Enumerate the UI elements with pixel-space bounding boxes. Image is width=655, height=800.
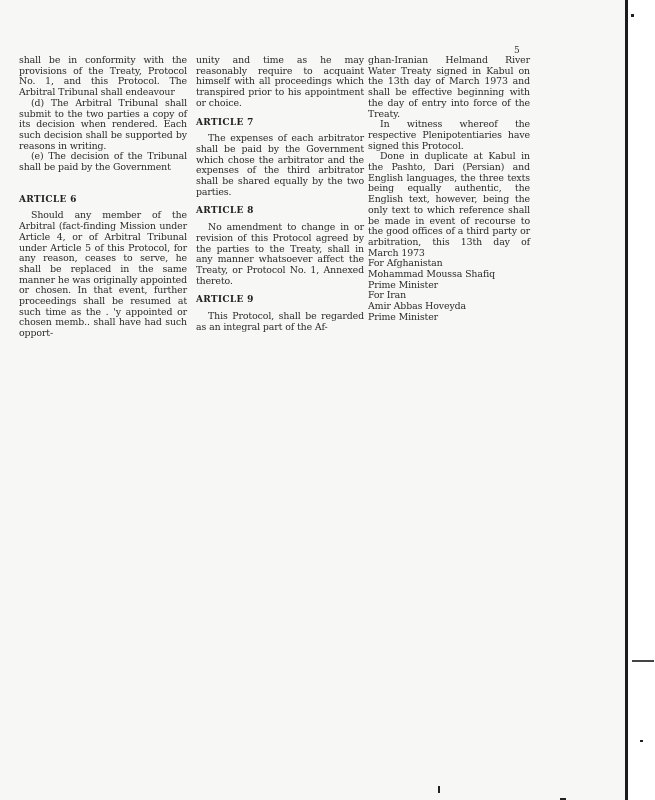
page-number: 5: [514, 46, 520, 56]
scan-speck: [438, 786, 440, 793]
article-7-heading: ARTICLE 7: [196, 117, 254, 128]
article-6-heading: ARTICLE 6: [19, 194, 77, 205]
paragraph: ghan-Iranian Helmand River Water Treaty signed in Kabul on the 13th day of March 1973 and shall be effective beginning with the day of entry into force of the Treaty.: [368, 55, 530, 120]
paragraph: Should any member of the Arbitral (fact-finding Mission under Article 4, or of Arbitral Tribunal under Article 5 of this Protocol, for any reason, ceases to serve, he shall be replaced in the same manner he was originally appointed or chosen. In that event, further proceedings shall be resumed at such time as the . 'y appointed or chosen memb.. shall have had such opport-: [19, 210, 187, 340]
text-column-1: [19, 56, 187, 340]
margin-scan-mark: [632, 660, 654, 662]
margin-scan-mark: [640, 740, 643, 742]
iran-signatory-title: Prime Minister: [368, 311, 439, 323]
text-column-2: [196, 56, 364, 333]
article-9-heading: ARTICLE 9: [196, 295, 254, 306]
margin-scan-mark: [631, 14, 634, 17]
paragraph: shall be in conformity with the provisions of the Treaty, Protocol No. 1, and this Protocol. The Arbitral Tribunal shall endeavour: [19, 55, 187, 99]
text-column-3: [368, 56, 530, 324]
paragraph: (e) The decision of the Tribunal shall be paid by the Government: [19, 151, 187, 174]
iran-signatory-name: Amir Abbas Hoveyda: [368, 301, 467, 313]
paragraph: Done in duplicate at Kabul in the Pashto, Dari (Persian) and English languages, the three texts being equally authentic, the English text, however, being the only text to which reference shall be made in event of recourse to the good offices of a third party or arbitration, this 13th day of March 1973: [368, 151, 530, 259]
spacer: [19, 174, 187, 187]
paragraph: This Protocol, shall be regarded as an integral part of the Af-: [196, 311, 364, 333]
afghan-signatory-title: Prime Minister: [368, 279, 439, 291]
afghan-signatory-name: Mohammad Moussa Shafiq: [368, 269, 496, 281]
paragraph: The expenses of each arbitrator shall be paid by the Government which chose the arbitrator and the expenses of the third arbitrator shall be shared equally by the two parties.: [196, 133, 364, 198]
for-iran-label: For Iran: [368, 290, 407, 302]
for-afghanistan-label: For Afghanistan: [368, 258, 443, 270]
paragraph: In witness whereof the respective Plenipotentiaries have signed this Protocol.: [368, 119, 530, 152]
paragraph: unity and time as he may reasonably require to acquaint himself with all proceedings which transpired prior to his appointment or choice.: [196, 55, 364, 109]
page-margin: [625, 0, 655, 800]
paragraph: (d) The Arbitral Tribunal shall submit to the two parties a copy of its decision when rendered. Each such decision shall be supported by reasons in writing.: [19, 97, 187, 152]
page-edge-line: [625, 0, 628, 800]
article-8-heading: ARTICLE 8: [196, 206, 254, 217]
paragraph: No amendment to change in or revision of this Protocol agreed by the parties to the Treaty, shall in any manner whatsoever affect the Treaty, or Protocol No. 1, Annexed thereto.: [196, 222, 364, 287]
